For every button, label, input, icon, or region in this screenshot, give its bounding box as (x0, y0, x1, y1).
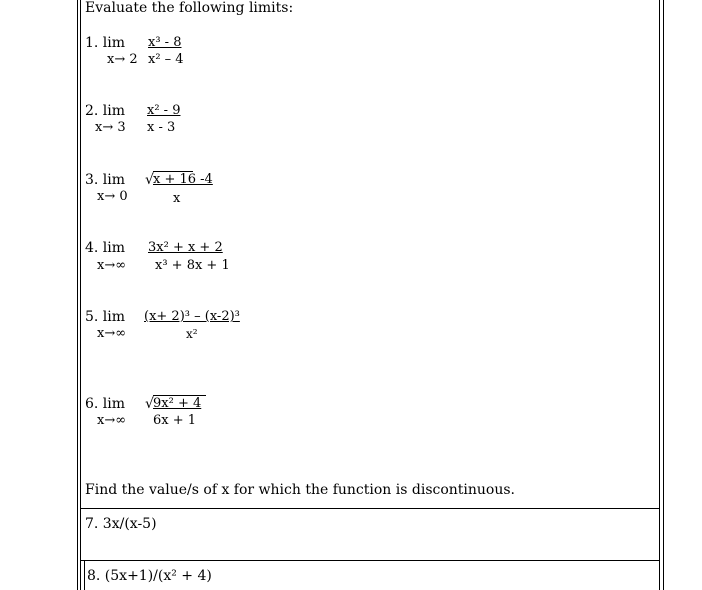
problem-6-subscript: x→∞ (97, 413, 127, 428)
problem-5-label: 5. lim (85, 309, 126, 325)
function-7: 7. 3x/(x-5) (85, 516, 157, 532)
problem-1-numerator: x³ - 8 (148, 35, 182, 50)
problem-3-radical-icon: √ (145, 172, 154, 188)
problem-6-numerator: 9x² + 4 (153, 396, 202, 411)
problem-3-numerator: x + 16 -4 (153, 172, 213, 187)
problem-6-denominator: 6x + 1 (153, 413, 197, 428)
problem-5-subscript: x→∞ (97, 326, 127, 341)
problem-6-radical-icon: √ (145, 396, 154, 412)
problem-5-denominator: x² (186, 327, 198, 341)
problem-4-label: 4. lim (85, 240, 126, 256)
problem-6-label: 6. lim (85, 396, 126, 412)
right-border-outer (663, 0, 664, 590)
discontinuity-heading: Find the value/s of x for which the function is discontinuous. (85, 482, 516, 498)
problem-4-numerator: 3x² + x + 2 (148, 240, 223, 255)
problem-4-subscript: x→∞ (97, 258, 127, 273)
problem-1-label: 1. lim (85, 35, 126, 51)
problem-3-label: 3. lim (85, 172, 126, 188)
problem-3-subscript: x→ 0 (97, 189, 128, 204)
row-divider-1 (80, 508, 659, 509)
problem-4-denominator: x³ + 8x + 1 (155, 258, 230, 273)
problem-2-numerator: x² - 9 (147, 103, 181, 118)
left-border-inner (80, 0, 81, 590)
problem-1-denominator: x² – 4 (148, 52, 184, 67)
item-8-left-rule (84, 560, 85, 590)
problem-2-denominator: x - 3 (147, 120, 176, 135)
function-8: 8. (5x+1)/(x² + 4) (87, 568, 212, 584)
problem-3-denominator: x (173, 191, 181, 206)
left-border-outer (77, 0, 78, 590)
row-divider-2 (80, 560, 659, 561)
right-border-inner (659, 0, 660, 590)
problem-2-subscript: x→ 3 (95, 120, 126, 135)
problem-2-label: 2. lim (85, 103, 126, 119)
problem-1-subscript: x→ 2 (107, 52, 138, 67)
worksheet-heading: Evaluate the following limits: (85, 0, 294, 16)
problem-5-numerator: (x+ 2)³ – (x-2)³ (144, 309, 240, 324)
